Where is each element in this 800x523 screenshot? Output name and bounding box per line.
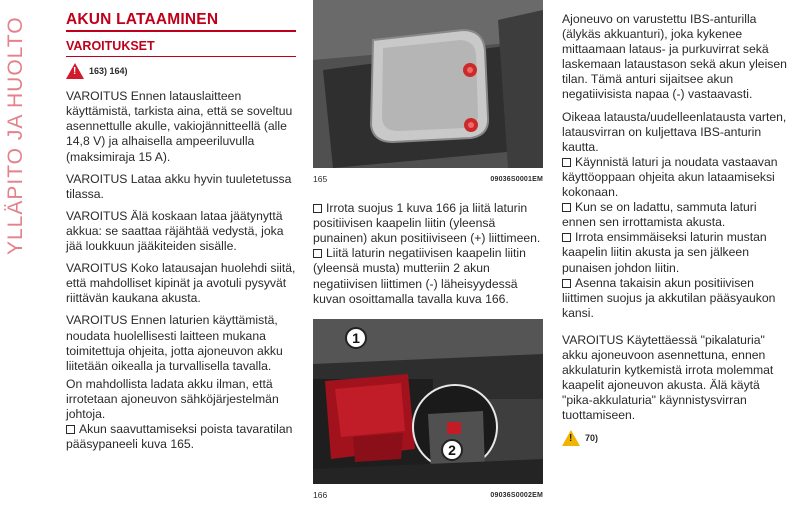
info-paragraph: Ajoneuvo on varustettu IBS-anturilla (älykäs akkuanturi), joka kykenee mittaamaan lataus- ja purkuvirrat sekä laskemaan lataustason sekä akun yleisen tilan. Tämä anturi sijaitsee akun negatiivisista napaa (-) vastaavasti. [562, 12, 787, 102]
figure-165 [313, 0, 543, 168]
section-side-label: YLLÄPITO JA HUOLTO [4, 16, 27, 255]
figure-caption [313, 172, 543, 187]
warning-paragraph: VAROITUS Älä koskaan lataa jäätynyttä akkua: se saattaa räjähtää vedystä, joka jää loukkuun jääkiteiden sisälle. [66, 208, 284, 254]
figure-166 [313, 319, 543, 484]
warning-reference: ! 70) [562, 430, 790, 446]
trunk-panel-illustration [313, 0, 543, 168]
warning-reference: ! 163) 164) [66, 63, 296, 79]
step-item: Asenna takaisin akun positiivisen liittimen suojus ja akkutilan pääsyaukon kansi. [562, 275, 776, 320]
checkbox-icon [313, 249, 322, 258]
checkbox-icon [562, 158, 571, 167]
warning-triangle-icon: ! [66, 63, 84, 79]
figure-code: 09036S0002EM [490, 491, 543, 499]
warning-paragraph: VAROITUS Koko latausajan huolehdi siitä, että mahdolliset kipinät ja avotuli pysyvät riittävän kaukana akusta. [66, 261, 296, 306]
figure-number: 166 [313, 489, 328, 500]
step-item: Akun saavuttamiseksi poista tavaratilan pääsypaneeli kuva 165. [66, 422, 293, 452]
checkbox-icon [562, 203, 571, 212]
checkbox-icon [562, 233, 571, 242]
info-paragraph: Oikeaa latausta/uudelleenlatausta varten, latausvirran on kuljettava IBS-anturin kautta. [562, 109, 787, 154]
callout-1: 1 [345, 327, 367, 349]
checkbox-icon [66, 425, 75, 434]
info-paragraph: On mahdollista ladata akku ilman, että irrotetaan ajoneuvon sähköjärjestelmän johtoja. [66, 376, 279, 421]
warnings-subheading: VAROITUKSET [66, 39, 296, 57]
step-item: Kun se on ladattu, sammuta laturi ennen sen irrottamista akusta. [562, 200, 757, 230]
checkbox-icon [313, 204, 322, 213]
step-item: Irrota ensimmäiseksi laturin mustan kaapelin liitin akusta ja sen jälkeen punaisen johdon liitin. [562, 230, 767, 275]
figure-caption [313, 488, 543, 503]
step-item: Käynnistä laturi ja noudata vastaavan käyttöoppaan ohjeita akun lataamiseksi kokonaan. [562, 154, 778, 200]
warning-paragraph: VAROITUS Lataa akku hyvin tuuletetussa tilassa. [66, 171, 292, 201]
page-title: AKUN LATAAMINEN [66, 12, 296, 32]
step-item: Irrota suojus 1 kuva 166 ja liitä laturin positiivisen kaapelin liitin (yleensä punainen) akun positiiviseen (+) liittimeen. [313, 201, 541, 246]
caution-triangle-icon: ! [562, 430, 580, 446]
step-item: Liitä laturin negatiivisen kaapelin liitin (yleensä musta) mutteriin 2 akun negatiivisen liittimen (-) läheisyydessä kuvan osoittamalla tavalla kuva 166. [313, 246, 526, 306]
checkbox-icon [562, 279, 571, 288]
warning-paragraph: VAROITUS Ennen latauslaitteen käyttämistä, tarkista aina, että se soveltuu asennettulle akulle, vakiojännitteellä (alle 14,8 V) ja alhaisella ampeeriluvulla (maksimiraja 15 A). [66, 89, 293, 164]
column-left [66, 12, 296, 459]
figure-number: 165 [313, 174, 328, 184]
callout-2: 2 [441, 439, 463, 461]
warning-paragraph: VAROITUS Ennen laturien käyttämistä, noudata huolellisesti laitteen mukana toimitettuja ohjeita, jotta ajoneuvon akku liitetään oikealla ja turvallisella tavalla. [66, 313, 283, 373]
column-right [562, 12, 790, 456]
figure-code: 09036S0001EM [490, 176, 543, 183]
warning-paragraph: VAROITUS Käytettäessä "pikalaturia" akku ajoneuvoon asennettuna, ennen akkulaturin kytkemistä irrota molemmat kaapelit ajoneuvon akusta. Älä käytä "pika-akkulaturia" käynnistysvirran tuottamiseen. [562, 332, 774, 423]
column-middle [313, 0, 543, 517]
